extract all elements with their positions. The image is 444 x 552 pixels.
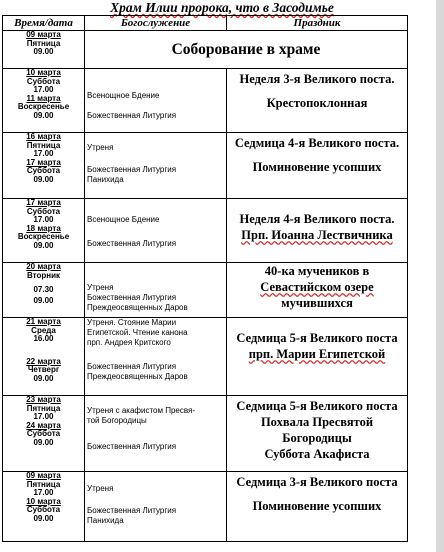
- date-cell: [3, 263, 85, 318]
- table-row: [3, 199, 408, 263]
- feast-title: Седмица 5-я Великого поста: [236, 399, 398, 413]
- time-text: 09.00: [33, 295, 54, 305]
- service-text: Утреня: [87, 143, 114, 152]
- date-text: 11 марта: [26, 93, 61, 103]
- service-text: Утреня. Стояние Марии: [87, 318, 177, 327]
- feast-cell: [227, 263, 408, 318]
- header-feast: Праздник: [227, 16, 408, 31]
- feast-title: Суббота Акафиста: [264, 447, 370, 461]
- feast-title: Прп. Иоанна Лествичника: [241, 228, 393, 242]
- table-row: [3, 133, 408, 199]
- date-text: 17 марта: [26, 198, 61, 207]
- feast-title: Седмица 3-я Великого поста: [236, 475, 398, 489]
- date-text: 18 марта: [26, 223, 61, 233]
- service-text: Утреня: [87, 283, 114, 292]
- weekday-text: Пятница: [26, 479, 61, 489]
- schedule-table: [2, 15, 408, 542]
- time-text: 17.00: [33, 85, 54, 95]
- service-text: Преждеосвященных Даров: [87, 303, 188, 312]
- date-cell: [3, 199, 85, 263]
- feast-cell: [227, 199, 408, 263]
- feast-cell: [227, 472, 408, 542]
- weekday-text: Пятница: [26, 38, 61, 48]
- service-cell: [85, 133, 227, 199]
- time-text: 09.00: [33, 513, 54, 523]
- weekday-text: Среда: [31, 325, 56, 335]
- weekday-text: Пятница: [26, 140, 61, 150]
- feast-cell: [227, 318, 408, 396]
- feast-title: Крестопоклонная: [266, 96, 368, 110]
- weekday-text: Пятница: [26, 403, 61, 413]
- date-text: 22 марта: [26, 356, 61, 366]
- service-text: Утреня: [87, 484, 114, 493]
- page-title: Храм Илии пророка, что в Засодимье: [110, 0, 334, 15]
- weekday-text: Четверг: [27, 365, 60, 375]
- service-text: прп. Андрея Критского: [87, 338, 171, 347]
- service-cell: [85, 472, 227, 542]
- table-row: [3, 318, 408, 396]
- date-text: 10 марта: [26, 68, 61, 77]
- time-text: 17.00: [33, 215, 54, 225]
- service-cell: [85, 263, 227, 318]
- date-text: 10 марта: [26, 496, 61, 506]
- date-cell: [3, 472, 85, 542]
- time-text: 07.30: [33, 285, 54, 295]
- feast-title: прп. Марии Египетской: [248, 347, 386, 361]
- feast-title: мучившихся: [281, 296, 353, 310]
- feast-title: Похвала Пресвятой: [260, 415, 374, 429]
- table-row: [3, 31, 408, 69]
- service-cell: [85, 69, 227, 133]
- feast-cell: [227, 69, 408, 133]
- service-text: Панихида: [87, 516, 124, 525]
- weekday-text: Суббота: [26, 206, 61, 216]
- service-text: Египетской. Чтение канона: [87, 328, 188, 337]
- table-row: [3, 69, 408, 133]
- weekday-text: Суббота: [26, 76, 61, 86]
- time-text: 09.00: [33, 110, 54, 120]
- service-text: Божественная Литургия: [87, 293, 177, 302]
- date-text: 20 марта: [26, 262, 61, 271]
- time-text: 16.00: [33, 334, 54, 344]
- feast-cell: [227, 133, 408, 199]
- time-text: 09.00: [33, 47, 54, 57]
- service-text: Божественная Литургия: [87, 362, 177, 371]
- date-cell: [3, 31, 85, 69]
- time-text: 17.00: [33, 488, 54, 498]
- feast-title: 40-ка мучеников в: [264, 264, 370, 278]
- date-text: 16 марта: [26, 132, 61, 141]
- table-row: [3, 396, 408, 472]
- feast-cell: [85, 31, 408, 69]
- time-text: 09.00: [33, 240, 54, 250]
- service-text: Утреня с акафистом Пресвя-: [87, 406, 196, 415]
- table-row: [3, 263, 408, 318]
- date-text: 09 марта: [26, 30, 61, 39]
- date-cell: [3, 69, 85, 133]
- service-text: Божественная Литургия: [87, 239, 177, 248]
- feast-title: Неделя 3-я Великого поста.: [239, 72, 395, 86]
- feast-title: Седмица 5-я Великого поста: [236, 331, 398, 345]
- feast-title: Соборование в храме: [171, 40, 321, 58]
- table-row: [3, 472, 408, 542]
- time-text: 09.00: [33, 373, 54, 383]
- service-cell: [85, 318, 227, 396]
- header-date: Время/дата: [3, 16, 85, 31]
- service-text: Панихида: [87, 175, 124, 184]
- date-cell: [3, 396, 85, 472]
- feast-cell: [227, 396, 408, 472]
- weekday-text: Суббота: [26, 505, 61, 515]
- service-text: Божественная Литургия: [87, 506, 177, 515]
- time-text: 17.00: [33, 412, 54, 422]
- header-service: Богослужение: [85, 16, 227, 31]
- time-text: 09.00: [33, 437, 54, 447]
- weekday-text: Воскресенье: [17, 232, 70, 242]
- date-text: 24 марта: [26, 420, 61, 430]
- feast-title: Поминовение усопших: [252, 499, 382, 513]
- weekday-text: Воскресенье: [17, 102, 70, 112]
- date-text: 09 марта: [26, 471, 61, 480]
- page-edge-shadow: [436, 0, 444, 552]
- time-text: 09.00: [33, 174, 54, 184]
- service-text: Всенощное Бдение: [87, 215, 160, 224]
- weekday-text: Вторник: [26, 270, 60, 280]
- service-text: той Богородицы: [87, 416, 147, 425]
- service-text: Божественная Литургия: [87, 165, 177, 174]
- service-text: Всенощное Бдение: [87, 91, 160, 100]
- feast-title: Севастийском озере: [260, 280, 374, 294]
- date-text: 17 марта: [26, 157, 61, 167]
- service-cell: [85, 199, 227, 263]
- service-text: Божественная Литургия: [87, 442, 177, 451]
- header-row: [3, 16, 408, 31]
- weekday-text: Суббота: [26, 166, 61, 176]
- date-text: 21 марта: [26, 317, 61, 326]
- feast-title: Неделя 4-я Великого поста.: [239, 212, 395, 226]
- service-cell: [85, 396, 227, 472]
- time-text: 17.00: [33, 149, 54, 159]
- date-cell: [3, 133, 85, 199]
- feast-title: Богородицы: [282, 431, 352, 445]
- service-text: Преждеосвященных Даров: [87, 372, 188, 381]
- feast-title: Поминовение усопших: [252, 160, 382, 174]
- date-cell: [3, 318, 85, 396]
- service-text: Божественная Литургия: [87, 111, 177, 120]
- feast-title: Седмица 4-я Великого поста.: [234, 136, 400, 150]
- date-text: 23 марта: [26, 395, 61, 404]
- weekday-text: Суббота: [26, 429, 61, 439]
